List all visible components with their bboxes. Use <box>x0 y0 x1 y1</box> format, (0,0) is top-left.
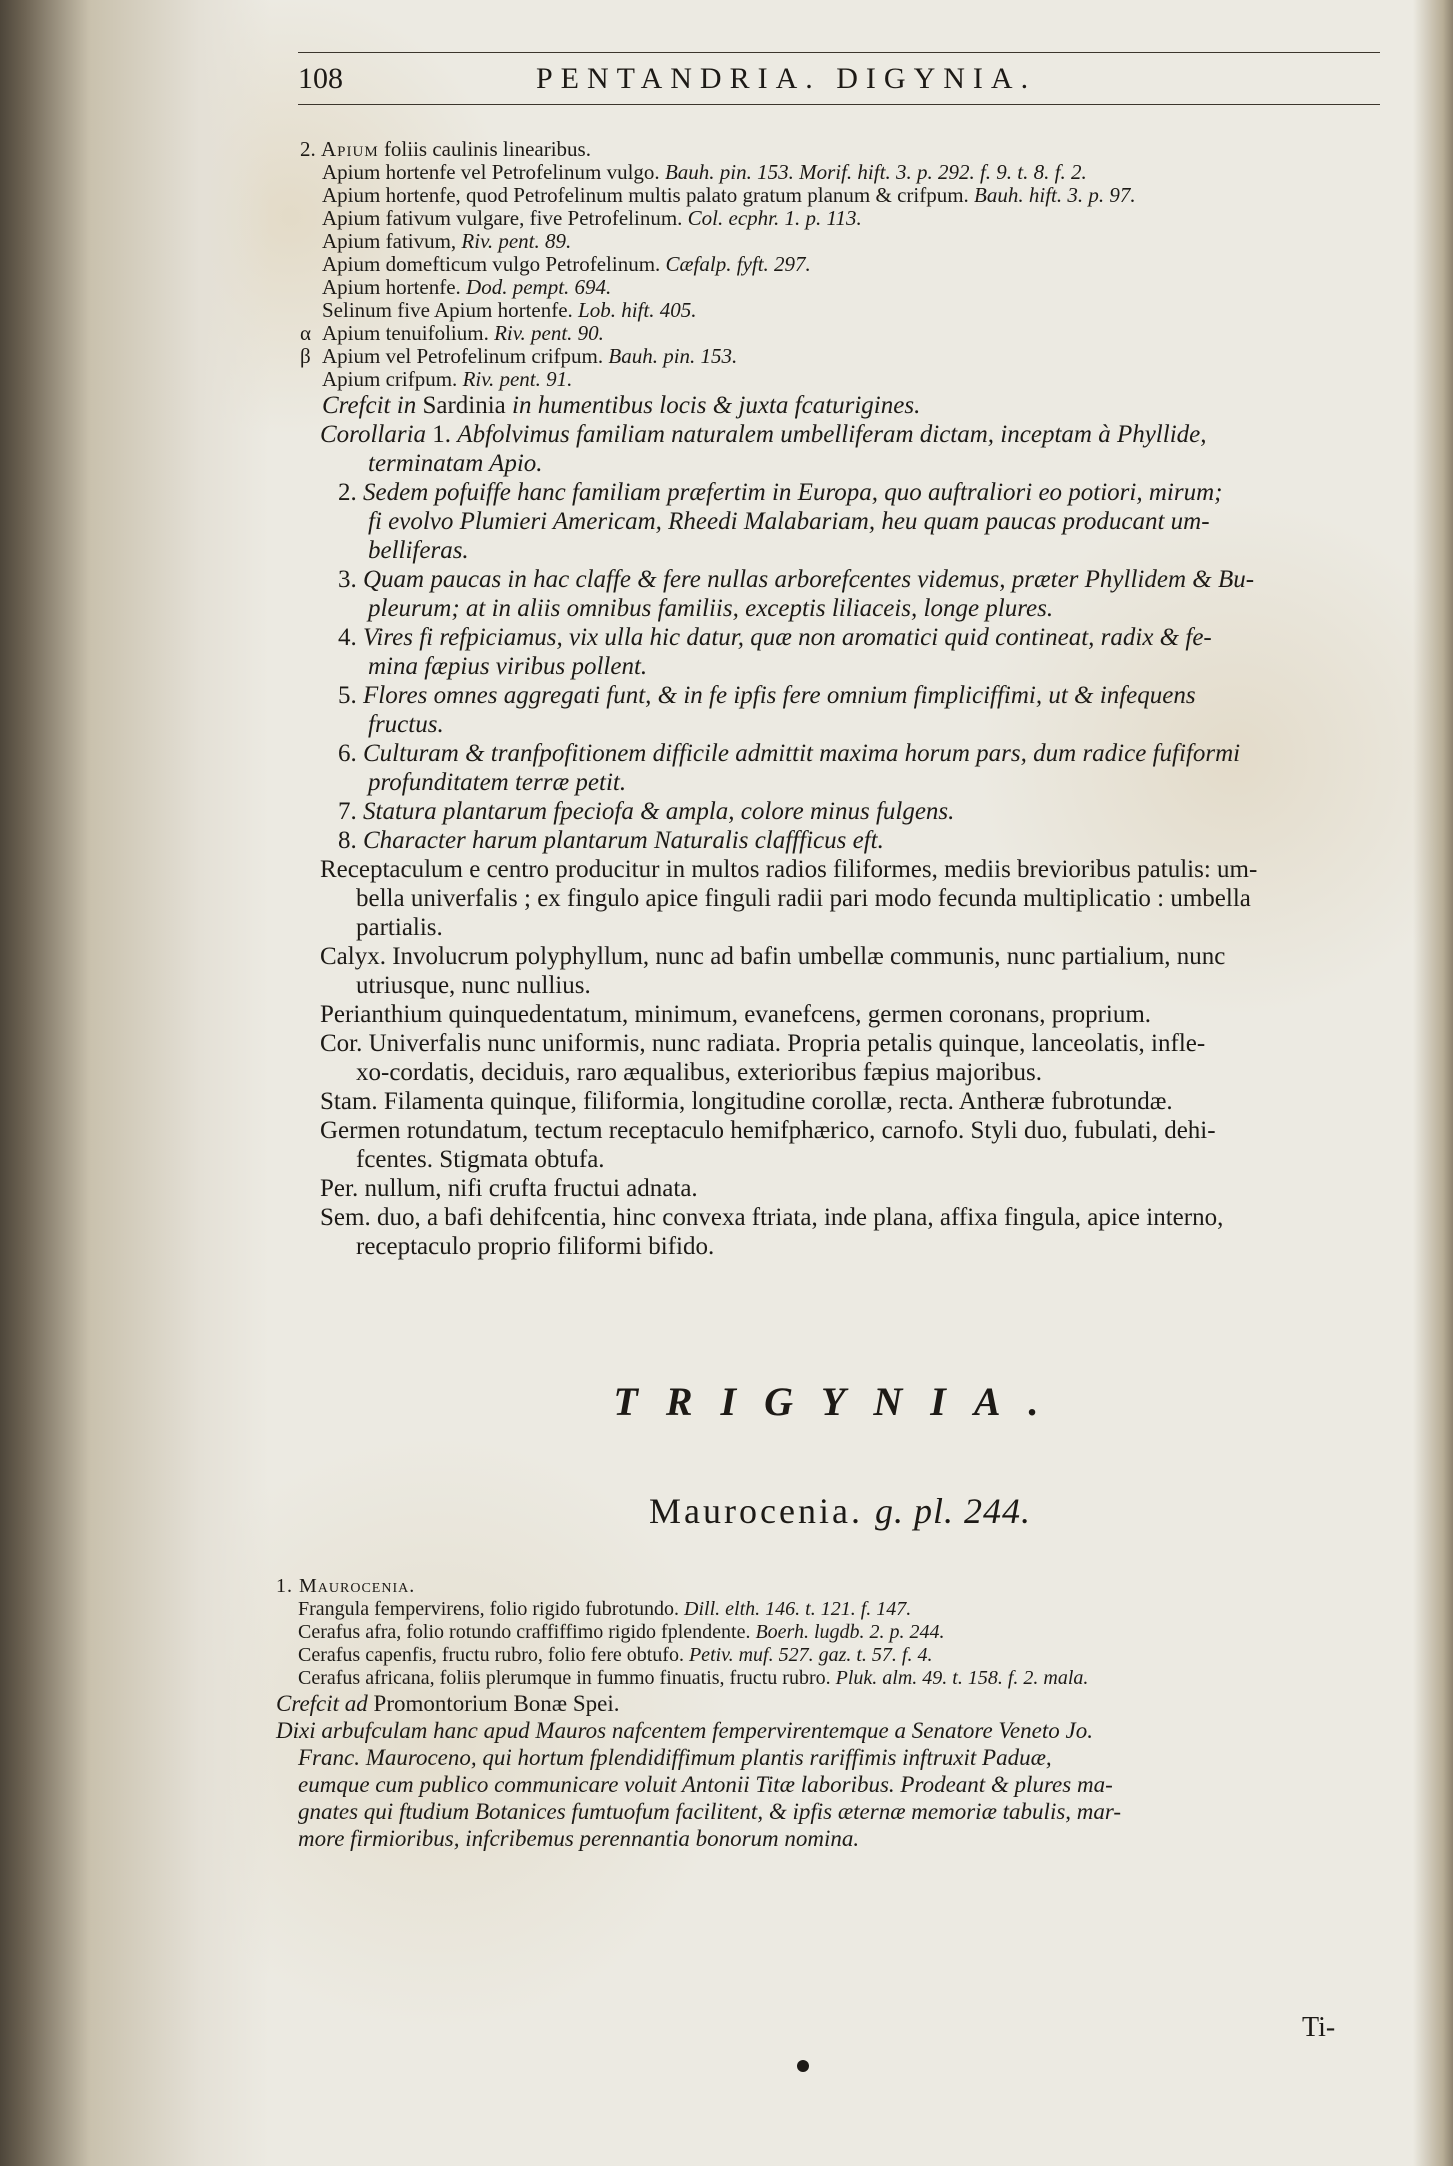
synonym-reference: Bauh. hift. 3. p. 97. <box>974 183 1136 207</box>
character-line: Receptaculum e centro producitur in multos radios filiformes, mediis brevioribus patulis: um- <box>320 856 1258 883</box>
synonym-text: Cerafus africana, foliis plerumque in fummo finuatis, fructu rubro. <box>298 1667 831 1689</box>
section-title: TRIGYNIA. <box>613 1379 1067 1424</box>
running-header <box>298 52 1380 112</box>
apium-section <box>300 138 1380 1261</box>
corollary-line <box>320 565 1380 594</box>
habitat-line: Crefcit in Sardinia in humentibus locis & juxta fcaturigines. <box>322 392 921 419</box>
corollary-line <box>320 478 1380 507</box>
corollary-number: 8. <box>338 827 357 854</box>
synonym-reference: Cæfalp. fyft. 297. <box>665 252 811 276</box>
synonym-text: Apium domefticum vulgo Petrofelinum. <box>322 252 661 276</box>
synonym-line <box>276 1621 1382 1644</box>
synonym-reference: Riv. pent. 89. <box>461 229 572 253</box>
species-heading: 2. Apium foliis caulinis linearibus. <box>300 137 591 161</box>
ink-dot <box>797 2060 809 2072</box>
catchword: Ti- <box>1302 2012 1336 2043</box>
synonym-line <box>276 1667 1382 1690</box>
synonym-line <box>300 184 1380 207</box>
corollary-line <box>320 826 1380 855</box>
synonym-reference: Col. ecphr. 1. p. 113. <box>687 206 862 230</box>
note-line: Franc. Mauroceno, qui hortum fplendidiffimum plantis rariffimis inftruxit Paduæ, <box>298 1745 1052 1770</box>
character-line: Calyx. Involucrum polyphyllum, nunc ad bafin umbellæ communis, nunc partialium, nunc <box>320 943 1226 970</box>
variety-reference: Riv. pent. 91. <box>462 367 573 391</box>
corollary-number: 5. <box>338 682 357 709</box>
corollary-text: Flores omnes aggregati funt, & in fe ipfis fere omnium fimpliciffimi, ut & infequens <box>363 682 1196 709</box>
character-line: bella univerfalis ; ex fingulo apice finguli radii pari modo fecunda multiplicatio : umbella <box>356 885 1251 912</box>
synonym-text: Apium hortenfe vel Petrofelinum vulgo. <box>322 160 660 184</box>
species-heading: 1. Maurocenia. <box>276 1575 416 1597</box>
habitat-place: Sardinia <box>422 392 506 419</box>
corollary-text: Sedem pofuiffe hanc familiam præfertim in Europa, quo auftraliori eo potiori, mirum; <box>363 479 1223 506</box>
synonym-reference: Dod. pempt. 694. <box>466 275 612 299</box>
corollaria-label: Corollaria <box>320 421 427 448</box>
synonym-text: Cerafus capenfis, fructu rubro, folio fere obtufo. <box>298 1644 684 1666</box>
variety-mark: α <box>300 321 312 345</box>
synonym-text: Apium hortenfe. <box>322 275 461 299</box>
corollary-text: belliferas. <box>368 537 469 564</box>
genus-heading <box>300 1490 1380 1532</box>
synonym-reference: Bauh. pin. 153. Morif. hift. 3. p. 292. f. 9. t. 8. f. 2. <box>664 160 1087 184</box>
synonym-line <box>300 299 1380 322</box>
variety-line <box>300 322 1380 345</box>
corollary-text: Character harum plantarum Naturalis claffficus eft. <box>363 827 884 854</box>
character-line: Per. nullum, nifi crufta fructui adnata. <box>320 1175 698 1202</box>
synonym-list <box>300 161 1380 322</box>
corollary-text: Statura plantarum fpeciofa & ampla, colore minus fulgens. <box>363 798 955 825</box>
synonym-text: Cerafus afra, folio rotundo craffiffimo rigido fplendente. <box>298 1621 751 1643</box>
corollary-line <box>320 768 1380 797</box>
species-name: Apium <box>321 137 379 161</box>
note-line: more firmioribus, infcribemus perennantia bonorum nomina. <box>298 1826 860 1851</box>
synonym-list <box>276 1598 1382 1690</box>
synonym-reference: Pluk. alm. 49. t. 158. f. 2. mala. <box>835 1667 1089 1689</box>
corollary-number: 3. <box>338 566 357 593</box>
character-line: receptaculo proprio filiformi bifido. <box>356 1233 715 1260</box>
character-line: Sem. duo, a bafi dehifcentia, hinc convexa ftriata, inde plana, affixa fingula, apice interno, <box>320 1204 1224 1231</box>
synonym-line <box>300 230 1380 253</box>
page-edge-shadow <box>1413 0 1453 2166</box>
corollary-text: mina fæpius viribus pollent. <box>368 653 648 680</box>
synonym-line <box>300 207 1380 230</box>
note-line: eumque cum publico communicare voluit Antonii Titæ laboribus. Prodeant & plures ma- <box>298 1772 1113 1797</box>
corollary-line <box>320 797 1380 826</box>
variety-reference: Riv. pent. 90. <box>494 321 604 345</box>
running-title: PENTANDRIA. DIGYNIA. <box>536 62 1037 95</box>
corollary-number: 6. <box>338 740 357 767</box>
variety-list <box>300 322 1380 391</box>
variety-reference: Bauh. pin. 153. <box>608 344 738 368</box>
character-line: Perianthium quinquedentatum, minimum, evanefcens, germen coronans, proprium. <box>320 1001 1152 1028</box>
variety-mark: β <box>300 344 311 368</box>
corollary-line <box>320 623 1380 652</box>
species-diagnosis: foliis caulinis linearibus. <box>383 137 591 161</box>
corollary-text: terminatam Apio. <box>368 450 543 477</box>
variety-line <box>300 345 1380 368</box>
header-rule-top <box>298 52 1380 53</box>
corollary-number: 1. <box>432 421 452 448</box>
character-line: fcentes. Stigmata obtufa. <box>356 1146 605 1173</box>
corollary-number: 2. <box>338 479 357 506</box>
synonym-text: Apium hortenfe, quod Petrofelinum multis palato gratum planum & crifpum. <box>322 183 969 207</box>
synonym-reference: Petiv. muf. 527. gaz. t. 57. f. 4. <box>688 1644 933 1666</box>
synonym-line <box>300 253 1380 276</box>
synonym-reference: Lob. hift. 405. <box>578 298 697 322</box>
corollary-number: 4. <box>338 624 357 651</box>
corollary-line <box>320 507 1380 536</box>
variety-line <box>300 368 1380 391</box>
synonym-line <box>276 1644 1382 1667</box>
dedication-note <box>276 1717 1382 1852</box>
synonym-reference: Dill. elth. 146. t. 121. f. 147. <box>684 1598 912 1620</box>
corollary-text: fi evolvo Plumieri Americam, Rheedi Malabariam, heu quam paucas producant um- <box>368 508 1210 535</box>
page-number: 108 <box>298 62 343 95</box>
corollary-text: fructus. <box>368 711 444 738</box>
character-line: Germen rotundatum, tectum receptaculo hemifphærico, carnofo. Styli duo, fubulati, dehi- <box>320 1117 1216 1144</box>
corollary-line <box>320 594 1380 623</box>
corollary-text: Culturam & tranfpofitionem difficile admittit maxima horum pars, dum radice fufiformi <box>363 740 1241 767</box>
corollary-number: 7. <box>338 798 357 825</box>
synonym-text: Frangula fempervirens, folio rigido fubrotundo. <box>298 1598 680 1620</box>
corollary-line <box>320 420 1380 449</box>
synonym-text: Apium fativum, <box>322 229 457 253</box>
character-line: Cor. Univerfalis nunc uniformis, nunc radiata. Propria petalis quinque, lanceolatis, infle- <box>320 1030 1206 1057</box>
synonym-text: Selinum five Apium hortenfe. <box>322 298 573 322</box>
corollary-line <box>320 739 1380 768</box>
synonym-line <box>276 1598 1382 1621</box>
corollary-text: profunditatem terræ petit. <box>368 769 627 796</box>
note-line: Dixi arbufculam hanc apud Mauros nafcentem fempervirentemque a Senatore Veneto Jo. <box>276 1718 1093 1743</box>
corollary-text: Abfolvimus familiam naturalem umbelliferam dictam, inceptam à Phyllide, <box>457 421 1207 448</box>
corollary-line <box>320 449 1380 478</box>
corollary-line <box>320 536 1380 565</box>
variety-text: Apium tenuifolium. <box>322 321 489 345</box>
character-line: xo-cordatis, deciduis, raro æqualibus, exterioribus fæpius majoribus. <box>356 1059 1042 1086</box>
corollary-text: Quam paucas in hac claffe & fere nullas arborefcentes videmus, præter Phyllidem & Bu- <box>363 566 1255 593</box>
synonym-line <box>300 276 1380 299</box>
binding-gutter-shadow <box>0 0 270 2166</box>
habitat-place: Promontorium Bonæ Spei. <box>373 1691 620 1716</box>
character-line: utriusque, nunc nullius. <box>356 972 591 999</box>
synonym-reference: Boerh. lugdb. 2. p. 244. <box>755 1621 945 1643</box>
character-line: partialis. <box>356 914 443 941</box>
corollary-line <box>320 652 1380 681</box>
corollary-line <box>320 710 1380 739</box>
corollary-text: Vires fi refpiciamus, vix ulla hic datur, quæ non aromatici quid contineat, radix & fe- <box>363 624 1212 651</box>
character-line: Stam. Filamenta quinque, filiformia, longitudine corollæ, recta. Antheræ fubrotundæ. <box>320 1088 1173 1115</box>
variety-text: Apium crifpum. <box>322 367 458 391</box>
maurocenia-section <box>276 1575 1382 1852</box>
genus-reference: g. pl. 244. <box>874 1491 1031 1531</box>
natural-character <box>300 855 1380 1261</box>
genus-name: Maurocenia. <box>649 1491 863 1531</box>
synonym-text: Apium fativum vulgare, five Petrofelinum. <box>322 206 683 230</box>
corollary-line <box>320 681 1380 710</box>
corollaria-list <box>300 420 1380 855</box>
synonym-line <box>300 161 1380 184</box>
corollary-text: pleurum; at in aliis omnibus familiis, exceptis liliaceis, longe plures. <box>368 595 1054 622</box>
note-line: gnates qui ftudium Botanices fumtuofum facilitent, & ipfis æternæ memoriæ tabulis, mar- <box>298 1799 1122 1824</box>
habitat-line: Crefcit ad Promontorium Bonæ Spei. <box>276 1691 620 1716</box>
header-rule-bottom <box>298 104 1380 105</box>
variety-text: Apium vel Petrofelinum crifpum. <box>322 344 604 368</box>
